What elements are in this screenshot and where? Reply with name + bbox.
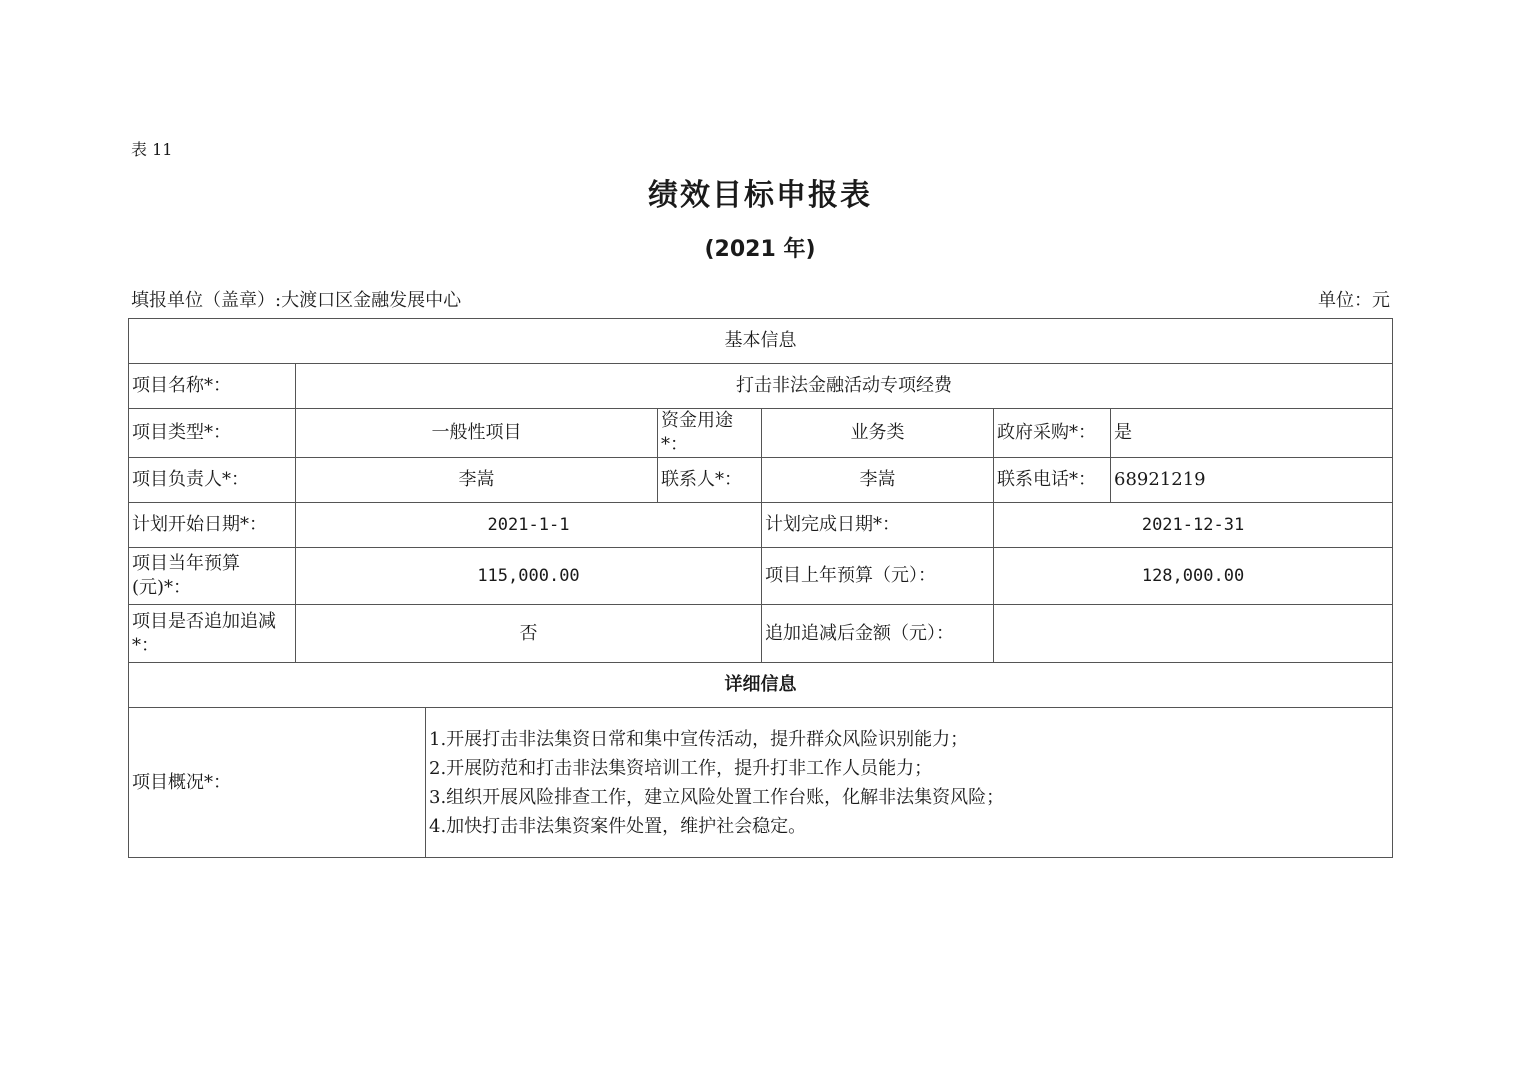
overview-line: 4.加快打击非法集资案件处置，维护社会稳定。 bbox=[429, 815, 807, 837]
end-date-label: 计划完成日期*： bbox=[762, 503, 994, 548]
project-owner-value: 李嵩 bbox=[296, 458, 658, 503]
gov-purchase-label: 政府采购*： bbox=[994, 409, 1111, 458]
project-type-value: 一般性项目 bbox=[296, 409, 658, 458]
adjustment-label: 项目是否追加追减*： bbox=[129, 605, 296, 663]
current-budget-value: 115,000.00 bbox=[296, 548, 762, 605]
fund-use-value: 业务类 bbox=[762, 409, 994, 458]
detail-info-header: 详细信息 bbox=[129, 663, 1393, 708]
overview-line: 3.组织开展风险排查工作，建立风险处置工作台账，化解非法集资风险； bbox=[429, 786, 1005, 808]
phone-value: 68921219 bbox=[1111, 458, 1393, 503]
previous-budget-label: 项目上年预算（元）： bbox=[762, 548, 994, 605]
adjusted-amount-label: 追加追减后金额（元）： bbox=[762, 605, 994, 663]
table-number: 表 11 bbox=[131, 140, 173, 159]
end-date-value: 2021-12-31 bbox=[994, 503, 1393, 548]
contact-label: 联系人*： bbox=[658, 458, 762, 503]
currency-unit bbox=[1318, 286, 1390, 312]
gov-purchase-value: 是 bbox=[1111, 409, 1393, 458]
overview-line: 1.开展打击非法集资日常和集中宣传活动，提升群众风险识别能力； bbox=[429, 728, 969, 750]
start-date-label: 计划开始日期*： bbox=[129, 503, 296, 548]
basic-info-header: 基本信息 bbox=[129, 319, 1393, 364]
project-name-label: 项目名称*： bbox=[129, 364, 296, 409]
currency-unit-value: 元 bbox=[1372, 290, 1390, 311]
phone-label: 联系电话*： bbox=[994, 458, 1111, 503]
adjustment-value: 否 bbox=[296, 605, 762, 663]
project-name-value: 打击非法金融活动专项经费 bbox=[296, 364, 1393, 409]
performance-form-table bbox=[128, 318, 1393, 858]
contact-value: 李嵩 bbox=[762, 458, 994, 503]
project-owner-label: 项目负责人*： bbox=[129, 458, 296, 503]
overview-label: 项目概况*： bbox=[129, 708, 426, 858]
overview-line: 2.开展防范和打击非法集资培训工作，提升打非工作人员能力； bbox=[429, 757, 933, 779]
year-subtitle: (2021 年) bbox=[704, 237, 816, 262]
reporting-unit-label: 填报单位（盖章）: bbox=[131, 290, 282, 311]
project-type-label: 项目类型*： bbox=[129, 409, 296, 458]
reporting-unit bbox=[131, 286, 461, 312]
page-title: 绩效目标申报表 bbox=[648, 178, 872, 213]
reporting-unit-value: 大渡口区金融发展中心 bbox=[281, 290, 462, 311]
current-budget-label: 项目当年预算(元)*： bbox=[129, 548, 296, 605]
overview-content bbox=[426, 708, 1393, 858]
previous-budget-value: 128,000.00 bbox=[994, 548, 1393, 605]
adjusted-amount-value bbox=[994, 605, 1393, 663]
fund-use-label: 资金用途*： bbox=[658, 409, 762, 458]
currency-unit-label: 单位： bbox=[1318, 290, 1372, 311]
start-date-value: 2021-1-1 bbox=[296, 503, 762, 548]
